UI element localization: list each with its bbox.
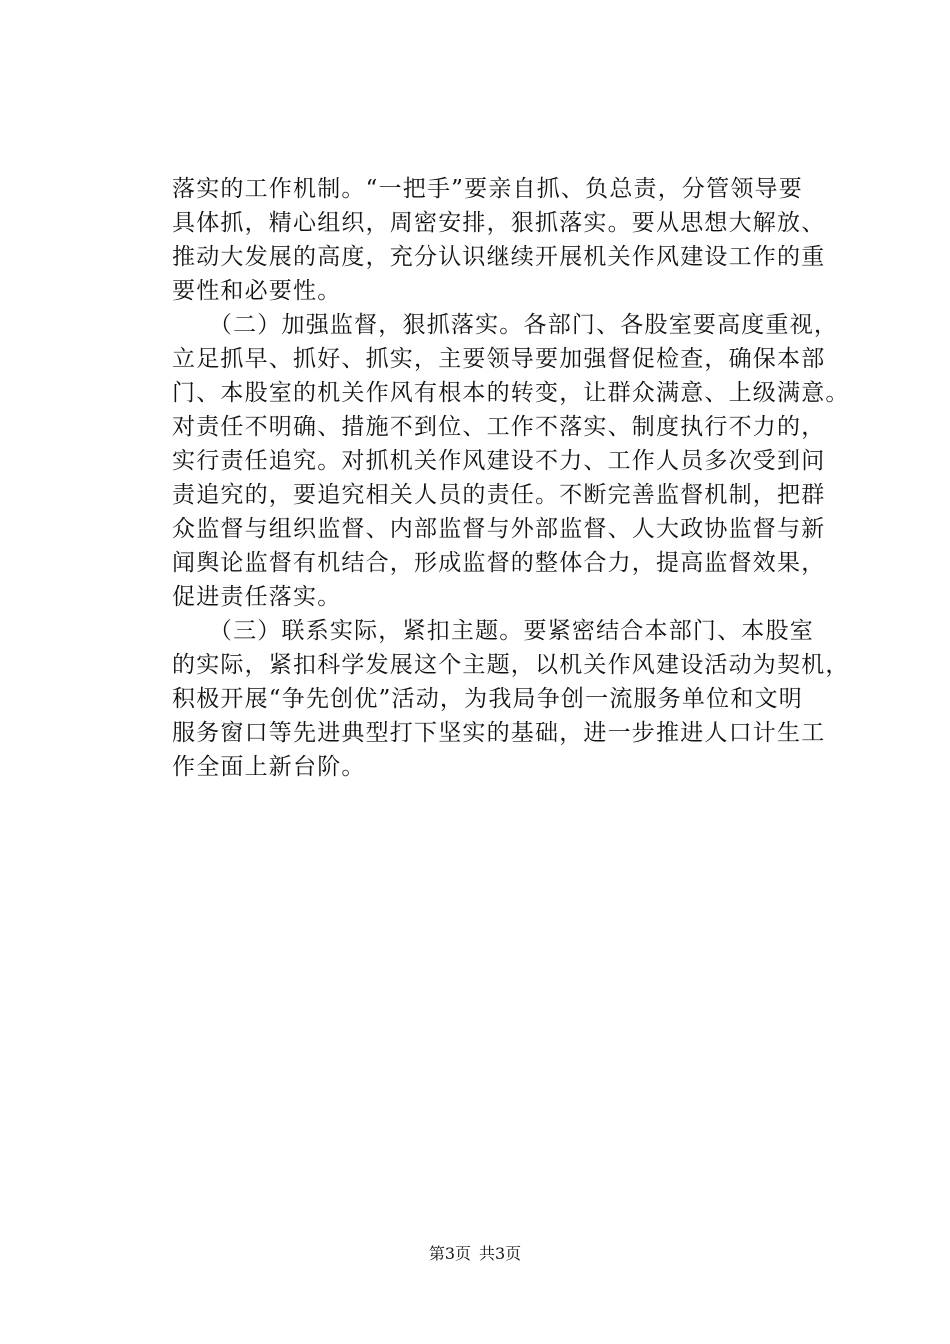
page-number-current: 第3页 [428, 1244, 471, 1263]
text-line: 门、本股室的机关作风有根本的转变，让群众满意、上级满意。 [172, 380, 850, 406]
text-line: 众监督与组织监督、内部监督与外部监督、人大政协监督与新 [172, 516, 826, 542]
text-line: 对责任不明确、措施不到位、工作不落实、制度执行不力的， [172, 414, 826, 440]
page-footer [0, 1242, 950, 1266]
text-line: （三）联系实际，紧扣主题。要紧密结合本部门、本股室 [172, 618, 814, 644]
text-line: 积极开展“争先创优”活动，为我局争创一流服务单位和文明 [172, 686, 803, 712]
text-line: 具体抓，精心组织，周密安排，狠抓落实。要从思想大解放、 [172, 210, 826, 236]
text-line: 服务窗口等先进典型打下坚实的基础，进一步推进人口计生工 [172, 720, 826, 746]
text-line: 闻舆论监督有机结合，形成监督的整体合力，提高监督效果， [172, 550, 826, 576]
document-body [172, 172, 850, 784]
text-line: 立足抓早、抓好、抓实，主要领导要加强督促检查，确保本部 [172, 346, 826, 372]
page-number-total: 共3页 [479, 1244, 522, 1263]
text-line: 责追究的，要追究相关人员的责任。不断完善监督机制，把群 [172, 482, 826, 508]
text-line: 落实的工作机制。“一把手”要亲自抓、负总责，分管领导要 [172, 176, 803, 202]
text-line: 作全面上新台阶。 [172, 754, 366, 780]
text-line: 实行责任追究。对抓机关作风建设不力、工作人员多次受到问 [172, 448, 826, 474]
text-line: 要性和必要性。 [172, 278, 342, 304]
text-line: 推动大发展的高度，充分认识继续开展机关作风建设工作的重 [172, 244, 826, 270]
text-line: （二）加强监督，狠抓落实。各部门、各股室要高度重视， [172, 312, 839, 338]
text-line: 的实际，紧扣科学发展这个主题，以机关作风建设活动为契机， [172, 652, 850, 678]
text-line: 促进责任落实。 [172, 584, 342, 610]
